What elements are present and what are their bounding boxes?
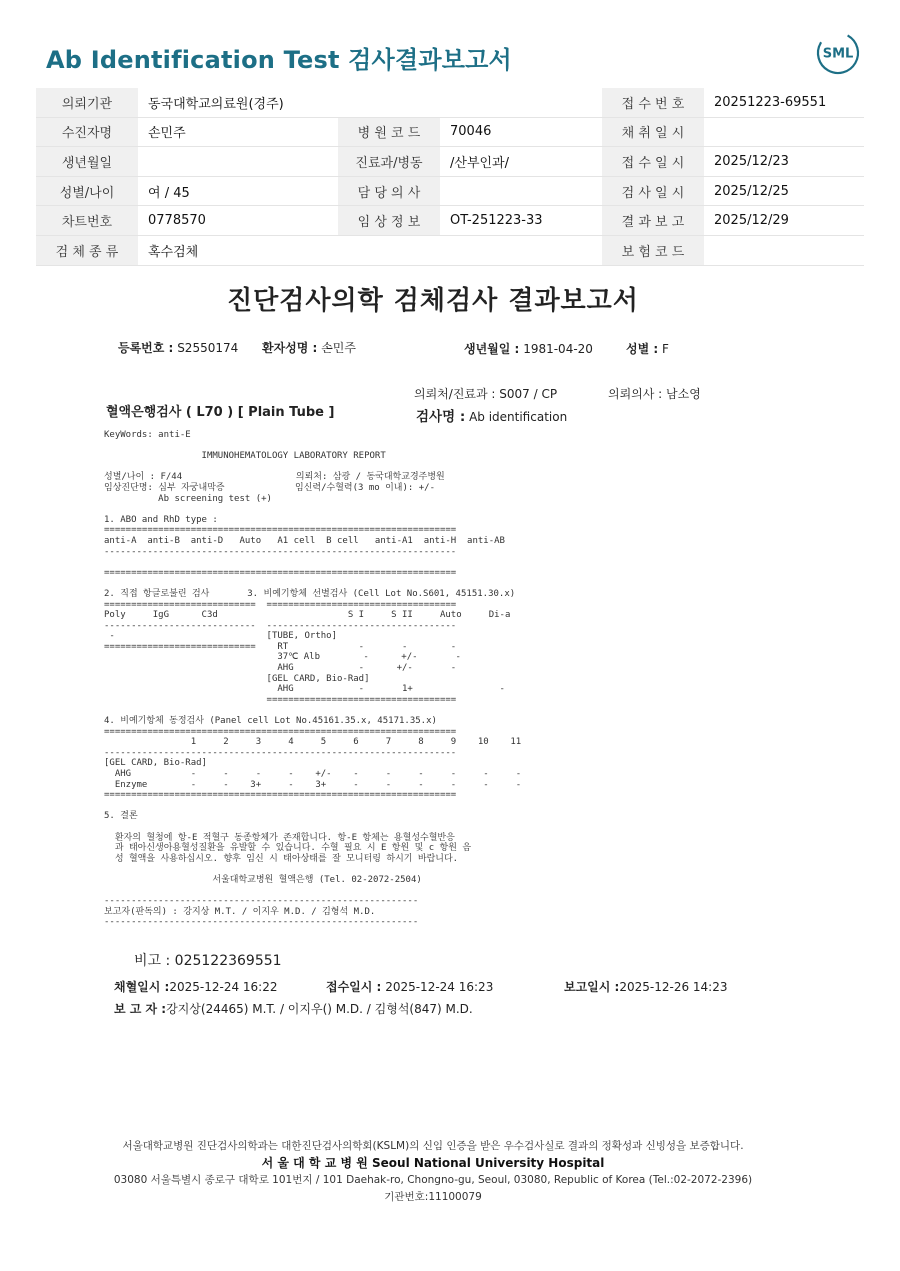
- test-name-label: 검사명 :: [416, 409, 466, 425]
- institution-code: 기관번호:11100079: [384, 1191, 482, 1203]
- value-cell: 2025/12/25: [704, 176, 864, 206]
- logo-text: SML: [822, 46, 854, 62]
- collection-time: [114, 978, 278, 995]
- value-cell: [704, 117, 864, 147]
- sml-logo: [815, 30, 861, 76]
- reg-label: 등록번호 :: [118, 341, 174, 355]
- value-cell: /산부인과/: [440, 147, 602, 177]
- label-cell: 수진자명: [36, 117, 138, 147]
- report-time-label: 보고일시 :: [564, 980, 620, 994]
- receive-label: 접수일시 :: [326, 980, 382, 994]
- value-cell: 동국대학교의료원(경주): [138, 88, 338, 117]
- name-value: 손민주: [321, 341, 356, 355]
- referral-doctor: 의뢰의사 : 남소영: [608, 387, 701, 401]
- report-title: 진단검사의학 검체검사 결과보고서: [227, 286, 639, 316]
- label-cell: 의뢰기관: [36, 88, 138, 117]
- note-label: 비고 :: [134, 953, 171, 969]
- label-cell: 접 수 번 호: [602, 88, 704, 117]
- referral-department: 의뢰처/진료과 : S007 / CP: [414, 387, 558, 401]
- name-label: 환자성명 :: [262, 341, 318, 355]
- label-cell: 임 상 정 보: [338, 206, 440, 236]
- value-cell: OT-251223-33: [440, 206, 602, 236]
- label-cell: 보 험 코 드: [602, 235, 704, 265]
- reporter-label: 보 고 자 :: [114, 1002, 167, 1016]
- page-title: Ab Identification Test 검사결과보고서: [46, 46, 512, 74]
- label-cell: 채 취 일 시: [602, 117, 704, 147]
- value-cell: [440, 88, 602, 117]
- label-cell: 접 수 일 시: [602, 147, 704, 177]
- label-cell: 검 사 일 시: [602, 176, 704, 206]
- label-cell: 검 체 종 류: [36, 235, 138, 265]
- value-cell: 2025/12/29: [704, 206, 864, 236]
- label-cell: 진료과/병동: [338, 147, 440, 177]
- value-cell: 여 / 45: [138, 176, 338, 206]
- receive-value: 2025-12-24 16:23: [385, 980, 494, 994]
- note-value: 025122369551: [174, 953, 282, 969]
- label-cell: 담 당 의 사: [338, 176, 440, 206]
- reg-value: S2550174: [177, 341, 239, 355]
- sex: [626, 340, 669, 357]
- label-cell: 병 원 코 드: [338, 117, 440, 147]
- label-cell: 성별/나이: [36, 176, 138, 206]
- dob-value: 1981-04-20: [523, 342, 593, 356]
- table-row: [36, 176, 864, 206]
- certification-statement: 서울대학교병원 진단검사의학과는 대한진단검사의학회(KSLM)의 신임 인증을 받은 우수검사실로 결과의 정확성과 신빙성을 보증합니다.: [122, 1140, 744, 1152]
- label-cell: 생년월일: [36, 147, 138, 177]
- value-cell: [440, 176, 602, 206]
- registration-number: [118, 339, 238, 356]
- sex-value: F: [662, 342, 669, 356]
- note: [134, 950, 282, 970]
- birth-date: [464, 340, 593, 357]
- test-name: [416, 405, 567, 425]
- label-cell: [338, 235, 440, 265]
- label-cell: 차트번호: [36, 206, 138, 236]
- collect-label: 채혈일시 :: [114, 980, 170, 994]
- table-row: [36, 235, 864, 265]
- table-row: [36, 206, 864, 236]
- report-time-value: 2025-12-26 14:23: [619, 980, 728, 994]
- table-row: [36, 117, 864, 147]
- test-group: 혈액은행검사 ( L70 ) [ Plain Tube ]: [106, 405, 335, 420]
- value-cell: 0778570: [138, 206, 338, 236]
- value-cell: [704, 235, 864, 265]
- report-time: [564, 978, 728, 995]
- table-row: [36, 147, 864, 177]
- value-cell: 70046: [440, 117, 602, 147]
- value-cell: [440, 235, 602, 265]
- reporters: [114, 1000, 473, 1017]
- hospital-address: 03080 서울특별시 종로구 대학로 101번지 / 101 Daehak-ro, Chongno-gu, Seoul, 03080, Republic of Korea (Tel.:02-2072-2396): [113, 1174, 753, 1186]
- lab-report-body: KeyWords: anti-E IMMUNOHEMATOLOGY LABORATORY REPORT 성별/나이 : F/44 의뢰처: 삼광 / 동국대학교경주병원 임상진단명: 심부 자궁내막증 임신력/수혈력(3 mo 이내): +/- Ab screening test (+) 1. ABO and RhD type : ================================================================= anti-A anti-B anti-D Auto A1 cell B cell anti-A1 anti-H anti-AB ----------------------------------------------------------------- ================================================================= 2. 직접 항글로불린 검사 3. 비예기항체 선별검사 (Cell Lot No.S601, 45151.30.x) ============================ =================================== Poly IgG C3d S I S II Auto Di-a ---------------------------- ----------------------------------- - [TUBE, Ortho] ============================ RT - - - 37℃ Alb - +/- - AHG - +/- - [GEL CARD, Bio-Rad] AHG - 1+ - =================================== 4. 비예기항체 동정검사 (Panel cell Lot No.45161.35.x, 45171.35.x) ================================================================= 1 2 3 4 5 6 7 8 9 10 11 ----------------------------------------------------------------- [GEL CARD, Bio-Rad] AHG - - - - +/- - - - - - - Enzyme - - 3+ - 3+ - - - - - - ================================================================= 5. 결론 환자의 혈청에 항-E 적혈구 동종항체가 존재합니다. 항-E 항체는 용혈성수혈반응 과 태아신생아용혈성질환을 유발할 수 있습니다. 수혈 필요 시 E 항원 및 c 항원 음 성 혈액을 사용하십시오. 향후 임신 시 태아상태를 잘 모니터링 하시기 바랍니다. 서울대학교병원 혈액은행 (Tel. 02-2072-2504) ---------------------------------------------------------- 보고자(판독의) : 강지상 M.T. / 이지우 M.D. / 김형석 M.D. ----------------------------------------------------------: [104, 430, 522, 928]
- value-cell: 20251223-69551: [704, 88, 864, 117]
- label-cell: [338, 88, 440, 117]
- dob-label: 생년월일 :: [464, 342, 520, 356]
- label-cell: 결 과 보 고: [602, 206, 704, 236]
- reporter-value: 강지상(24465) M.T. / 이지우() M.D. / 김형석(847) M.D.: [166, 1002, 473, 1016]
- value-cell: 2025/12/23: [704, 147, 864, 177]
- value-cell: [138, 147, 338, 177]
- receipt-time: [326, 978, 493, 995]
- sex-label: 성별 :: [626, 342, 659, 356]
- table-row: [36, 88, 864, 117]
- value-cell: 손민주: [138, 117, 338, 147]
- value-cell: 혹수검체: [138, 235, 338, 265]
- test-name-value: Ab identification: [469, 410, 568, 424]
- patient-info-table: [36, 88, 864, 266]
- patient-name: [262, 339, 356, 356]
- collect-value: 2025-12-24 16:22: [169, 980, 278, 994]
- hospital-name: 서 울 대 학 교 병 원 Seoul National University Hospital: [261, 1156, 605, 1170]
